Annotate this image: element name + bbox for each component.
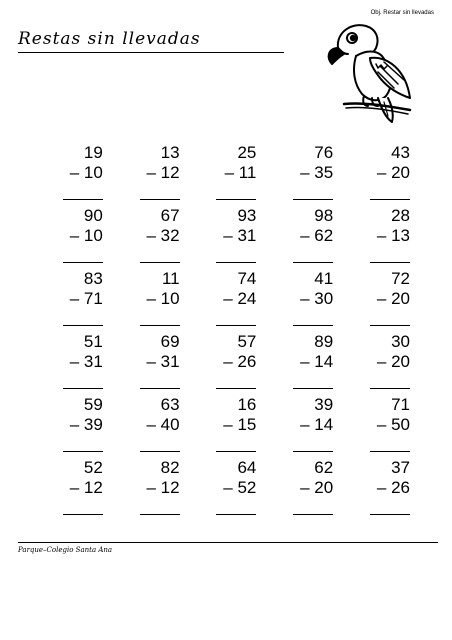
subtraction-problem — [111, 269, 188, 332]
subtraction-problem — [264, 332, 341, 395]
minuend: 30 — [391, 332, 410, 351]
answer-line[interactable] — [140, 498, 180, 515]
subtrahend: – 14 — [300, 352, 334, 371]
subtraction-problem — [34, 269, 111, 332]
minuend: 13 — [160, 143, 180, 162]
subtrahend: – 40 — [146, 415, 180, 434]
subtraction-problem — [111, 395, 188, 458]
minuend: 71 — [391, 395, 410, 414]
subtraction-problem — [264, 143, 341, 206]
minuend: 69 — [160, 332, 180, 351]
answer-line[interactable] — [370, 435, 410, 452]
answer-line[interactable] — [63, 246, 103, 263]
subtraction-problem — [264, 395, 341, 458]
subtrahend: – 35 — [300, 163, 334, 182]
minuend: 93 — [237, 206, 257, 225]
minuend: 67 — [160, 206, 180, 225]
subtrahend: – 31 — [146, 352, 180, 371]
page-title: Restas sin llevadas — [18, 29, 284, 53]
subtraction-problem — [188, 395, 265, 458]
subtrahend: – 31 — [223, 226, 257, 245]
subtrahend: – 50 — [376, 415, 410, 434]
subtraction-problem — [111, 206, 188, 269]
subtrahend: – 20 — [376, 352, 410, 371]
minuend: 43 — [391, 143, 410, 162]
subtrahend: – 52 — [223, 478, 257, 497]
minuend: 74 — [237, 269, 257, 288]
answer-line[interactable] — [216, 372, 256, 389]
answer-line[interactable] — [216, 309, 256, 326]
answer-line[interactable] — [63, 183, 103, 200]
footer-school-name: Parque–Colegio Santa Ana — [18, 546, 113, 554]
subtraction-grid — [34, 143, 418, 521]
answer-line[interactable] — [63, 309, 103, 326]
subtrahend: – 10 — [69, 226, 103, 245]
answer-line[interactable] — [293, 246, 333, 263]
parrot-icon — [318, 18, 418, 124]
subtrahend: – 26 — [223, 352, 257, 371]
subtraction-problem — [188, 332, 265, 395]
subtrahend: – 10 — [69, 163, 103, 182]
subtrahend: – 26 — [376, 478, 410, 497]
subtrahend: – 12 — [69, 478, 103, 497]
answer-line[interactable] — [216, 498, 256, 515]
answer-line[interactable] — [370, 246, 410, 263]
minuend: 19 — [83, 143, 103, 162]
subtraction-problem — [34, 332, 111, 395]
answer-line[interactable] — [370, 183, 410, 200]
subtrahend: – 20 — [300, 478, 334, 497]
subtraction-problem — [341, 395, 418, 458]
subtrahend: – 39 — [69, 415, 103, 434]
answer-line[interactable] — [293, 435, 333, 452]
answer-line[interactable] — [140, 246, 180, 263]
subtrahend: – 12 — [146, 163, 180, 182]
minuend: 82 — [160, 458, 180, 477]
subtraction-problem — [341, 332, 418, 395]
answer-line[interactable] — [140, 435, 180, 452]
minuend: 76 — [314, 143, 334, 162]
minuend: 57 — [237, 332, 257, 351]
minuend: 72 — [391, 269, 410, 288]
subtraction-problem — [34, 206, 111, 269]
minuend: 62 — [314, 458, 334, 477]
answer-line[interactable] — [370, 372, 410, 389]
answer-line[interactable] — [63, 435, 103, 452]
subtrahend: – 31 — [69, 352, 103, 371]
minuend: 59 — [83, 395, 103, 414]
answer-line[interactable] — [140, 183, 180, 200]
answer-line[interactable] — [293, 183, 333, 200]
subtraction-problem — [264, 269, 341, 332]
subtrahend: – 15 — [223, 415, 257, 434]
minuend: 52 — [83, 458, 103, 477]
answer-line[interactable] — [63, 498, 103, 515]
subtraction-problem — [188, 206, 265, 269]
subtrahend: – 71 — [69, 289, 103, 308]
subtrahend: – 14 — [300, 415, 334, 434]
answer-line[interactable] — [140, 372, 180, 389]
subtraction-problem — [34, 395, 111, 458]
minuend: 63 — [160, 395, 180, 414]
subtrahend: – 20 — [376, 163, 410, 182]
answer-line[interactable] — [370, 498, 410, 515]
minuend: 98 — [314, 206, 334, 225]
minuend: 83 — [83, 269, 103, 288]
subtrahend: – 30 — [300, 289, 334, 308]
objective-label: Obj. Restar sin llevadas — [370, 10, 434, 16]
subtraction-problem — [264, 458, 341, 521]
subtraction-problem — [188, 269, 265, 332]
minuend: 16 — [237, 395, 257, 414]
subtraction-problem — [341, 458, 418, 521]
answer-line[interactable] — [216, 246, 256, 263]
minuend: 64 — [237, 458, 257, 477]
minuend: 37 — [391, 458, 410, 477]
subtrahend: – 24 — [223, 289, 257, 308]
subtrahend: – 10 — [146, 289, 180, 308]
answer-line[interactable] — [63, 372, 103, 389]
subtrahend: – 20 — [376, 289, 410, 308]
minuend: 89 — [314, 332, 334, 351]
minuend: 51 — [83, 332, 103, 351]
answer-line[interactable] — [293, 498, 333, 515]
subtrahend: – 62 — [300, 226, 334, 245]
answer-line[interactable] — [293, 372, 333, 389]
subtraction-problem — [188, 143, 265, 206]
subtraction-problem — [111, 458, 188, 521]
footer-divider — [18, 542, 438, 543]
subtraction-problem — [341, 143, 418, 206]
subtraction-problem — [34, 143, 111, 206]
subtrahend: – 12 — [146, 478, 180, 497]
minuend: 28 — [391, 206, 410, 225]
subtraction-problem — [34, 458, 111, 521]
minuend: 11 — [161, 269, 180, 288]
answer-line[interactable] — [216, 435, 256, 452]
answer-line[interactable] — [140, 309, 180, 326]
subtraction-problem — [111, 143, 188, 206]
minuend: 90 — [83, 206, 103, 225]
subtraction-problem — [188, 458, 265, 521]
subtraction-problem — [111, 332, 188, 395]
answer-line[interactable] — [216, 183, 256, 200]
subtrahend: – 11 — [224, 163, 257, 182]
minuend: 25 — [237, 143, 257, 162]
subtrahend: – 32 — [146, 226, 180, 245]
minuend: 39 — [314, 395, 334, 414]
answer-line[interactable] — [370, 309, 410, 326]
minuend: 41 — [314, 269, 334, 288]
subtrahend: – 13 — [376, 226, 410, 245]
subtraction-problem — [341, 269, 418, 332]
subtraction-problem — [264, 206, 341, 269]
subtraction-problem — [341, 206, 418, 269]
answer-line[interactable] — [293, 309, 333, 326]
